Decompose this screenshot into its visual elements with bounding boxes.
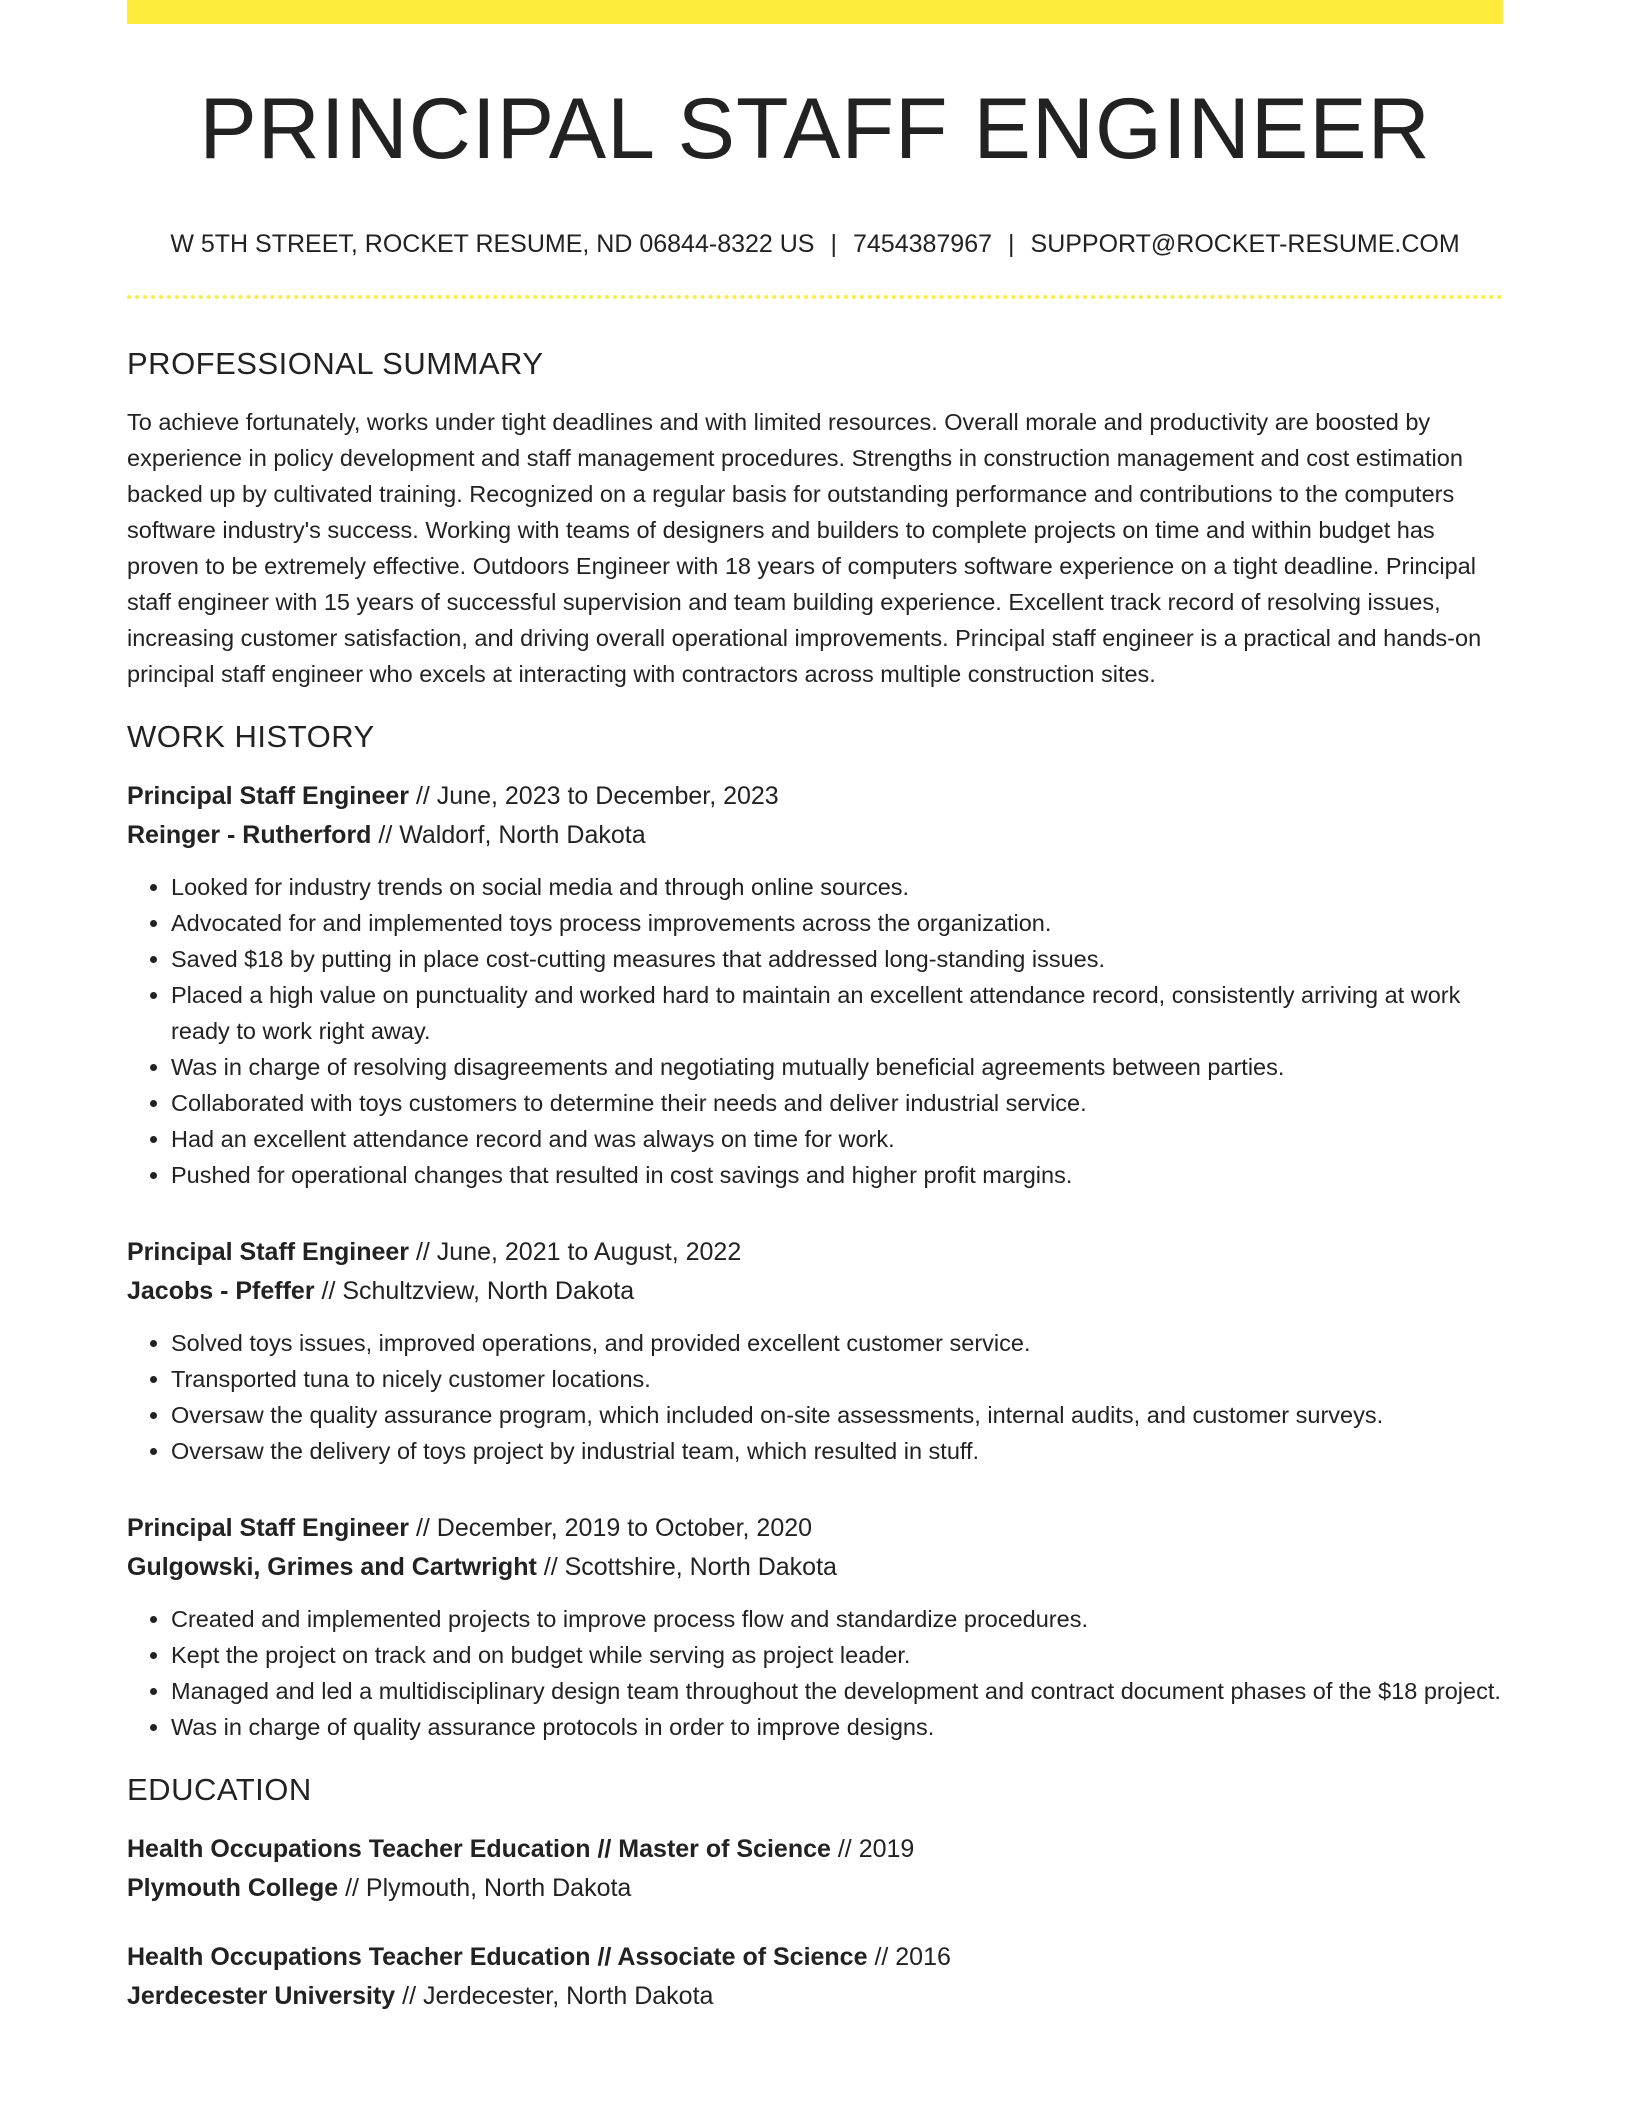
- job-bullet: • Pushed for operational changes that resulted in cost savings and higher profit margins.: [171, 1157, 1503, 1193]
- job-bullet: • Oversaw the delivery of toys project by industrial team, which resulted in stuff.: [171, 1433, 1503, 1469]
- education-degree: Health Occupations Teacher Education // Master of Science: [127, 1835, 831, 1864]
- job-dates: // June, 2021 to August, 2022: [409, 1237, 742, 1266]
- job-entry: [127, 1509, 1503, 1745]
- job-role: Principal Staff Engineer: [127, 781, 410, 810]
- job-bullet: • Kept the project on track and on budget while serving as project leader.: [171, 1637, 1503, 1673]
- job-location: // Schultzview, North Dakota: [314, 1276, 635, 1305]
- contact-email: SUPPORT@ROCKET-RESUME.COM: [1030, 229, 1460, 258]
- job-bullet: • Transported tuna to nicely customer locations.: [171, 1361, 1503, 1397]
- education-entry: [127, 1830, 1503, 1908]
- education-location: // Jerdecester, North Dakota: [395, 1982, 714, 2011]
- job-bullet: • Saved $18 by putting in place cost-cutting measures that addressed long-standing issues.: [171, 941, 1503, 977]
- job-role: Principal Staff Engineer: [127, 1237, 410, 1266]
- job-bullet: • Had an excellent attendance record and was always on time for work.: [171, 1121, 1503, 1157]
- job-bullet: • Advocated for and implemented toys process improvements across the organization.: [171, 905, 1503, 941]
- job-title-line: [127, 777, 1503, 816]
- education-year: // 2016: [867, 1943, 951, 1972]
- summary-section-title: PROFESSIONAL SUMMARY: [127, 345, 544, 381]
- contact-separator: |: [1008, 229, 1015, 258]
- job-location: // Scottshire, North Dakota: [536, 1552, 837, 1581]
- education-section-title: EDUCATION: [127, 1771, 312, 1807]
- resume-name-heading: PRINCIPAL STAFF ENGINEER: [199, 81, 1431, 177]
- job-bullets: [127, 1601, 1503, 1745]
- job-bullet: • Created and implemented projects to improve process flow and standardize procedures.: [171, 1601, 1503, 1637]
- resume-page: [127, 0, 1503, 2016]
- summary-text: To achieve fortunately, works under tight deadlines and with limited resources. Overall morale and productivity are boosted by experience in policy development and staff management procedures. Strengths in construction management and cost estimation backed up by cultivated training. Recognized on a regular basis for outstanding performance and contributions to the computers software industry's success. Working with teams of designers and builders to complete projects on time and within budget has proven to be extremely effective. Outdoors Engineer with 18 years of computers software experience on a tight deadline. Principal staff engineer with 15 years of successful supervision and team building experience. Excellent track record of resolving issues, increasing customer satisfaction, and driving overall operational improvements. Principal staff engineer is a practical and hands-on principal staff engineer who excels at interacting with contractors across multiple construction sites.: [127, 408, 1482, 687]
- job-bullet: • Was in charge of quality assurance protocols in order to improve designs.: [171, 1709, 1503, 1745]
- contact-address: W 5TH STREET, ROCKET RESUME, ND 06844-8322 US: [170, 229, 815, 258]
- job-bullet: • Oversaw the quality assurance program, which included on-site assessments, internal audits, and customer surveys.: [171, 1397, 1503, 1433]
- job-company-line: [127, 816, 1503, 855]
- job-bullets: [127, 1325, 1503, 1469]
- job-bullet: • Was in charge of resolving disagreements and negotiating mutually beneficial agreements between parties.: [171, 1049, 1503, 1085]
- job-location: // Waldorf, North Dakota: [371, 820, 646, 849]
- job-role: Principal Staff Engineer: [127, 1513, 410, 1542]
- education-degree: Health Occupations Teacher Education // Associate of Science: [127, 1943, 868, 1972]
- job-bullet: • Collaborated with toys customers to determine their needs and deliver industrial service.: [171, 1085, 1503, 1121]
- header-divider: [127, 295, 1503, 299]
- job-dates: // June, 2023 to December, 2023: [409, 781, 779, 810]
- education-school: Jerdecester University: [127, 1982, 396, 2011]
- job-company: Jacobs - Pfeffer: [127, 1276, 315, 1305]
- job-bullet: • Solved toys issues, improved operations, and provided excellent customer service.: [171, 1325, 1503, 1361]
- education-degree-line: [127, 1938, 1503, 1977]
- job-dates: // December, 2019 to October, 2020: [409, 1513, 813, 1542]
- job-entry: [127, 777, 1503, 1193]
- job-title-line: [127, 1509, 1503, 1548]
- education-year: // 2019: [830, 1835, 915, 1864]
- education-school-line: [127, 1977, 1503, 2016]
- contact-separator: |: [830, 229, 837, 258]
- job-company: Reinger - Rutherford: [127, 820, 372, 849]
- education-entry: [127, 1938, 1503, 2016]
- education-school: Plymouth College: [127, 1874, 339, 1903]
- job-company: Gulgowski, Grimes and Cartwright: [127, 1552, 537, 1581]
- job-bullet: • Placed a high value on punctuality and worked hard to maintain an excellent attendance record, consistently arriving at work ready to work right away.: [171, 977, 1503, 1049]
- education-location: // Plymouth, North Dakota: [338, 1874, 632, 1903]
- job-company-line: [127, 1272, 1503, 1311]
- contact-phone: 7454387967: [852, 229, 993, 258]
- work-history-section-title: WORK HISTORY: [127, 718, 375, 754]
- accent-top-bar: [127, 0, 1503, 24]
- job-company-line: [127, 1548, 1503, 1587]
- job-entry: [127, 1233, 1503, 1469]
- job-title-line: [127, 1233, 1503, 1272]
- contact-line: [127, 229, 1503, 259]
- job-bullet: • Looked for industry trends on social media and through online sources.: [171, 869, 1503, 905]
- job-bullet: • Managed and led a multidisciplinary design team throughout the development and contract document phases of the $18 project.: [171, 1673, 1503, 1709]
- job-bullets: [127, 869, 1503, 1193]
- education-school-line: [127, 1869, 1503, 1908]
- education-degree-line: [127, 1830, 1503, 1869]
